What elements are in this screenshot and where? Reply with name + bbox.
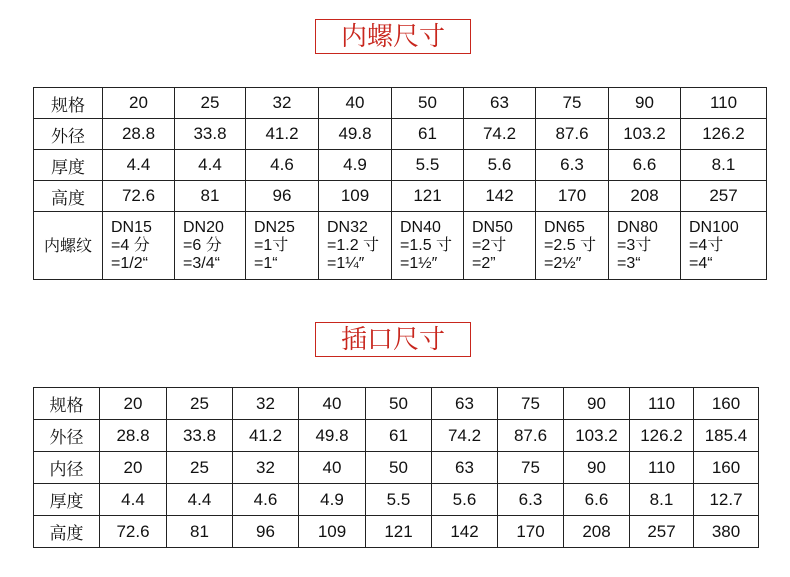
table-cell: 4.4 <box>100 484 167 516</box>
table-cell: 25 <box>167 388 233 420</box>
table-cell: 257 <box>630 516 694 548</box>
table-cell: 8.1 <box>630 484 694 516</box>
thread-line: DN50 <box>472 218 513 236</box>
spec-row <box>34 388 759 420</box>
table-cell: 121 <box>392 181 464 212</box>
height-row <box>34 181 767 212</box>
table-cell: 257 <box>681 181 767 212</box>
table-cell: 8.1 <box>681 150 767 181</box>
row-label: 外径 <box>34 119 103 150</box>
row-label: 外径 <box>34 420 100 452</box>
thread-line: =1.5 寸 <box>400 236 453 254</box>
table-cell: 63 <box>432 452 498 484</box>
internal-thread-row <box>34 212 767 280</box>
table-cell: 5.6 <box>464 150 536 181</box>
table-cell: 6.6 <box>609 150 681 181</box>
table-cell: 20 <box>103 88 175 119</box>
table-cell: 72.6 <box>100 516 167 548</box>
table-cell: 110 <box>630 388 694 420</box>
table-cell: 4.4 <box>175 150 246 181</box>
spec-row <box>34 88 767 119</box>
section-title-threaded: 内螺尺寸 <box>315 19 471 54</box>
section-title-socket: 插口尺寸 <box>315 322 471 357</box>
table-cell: 90 <box>564 452 630 484</box>
thread-line: =3寸 <box>617 236 652 254</box>
thread-cell <box>103 212 175 280</box>
table-cell: 4.9 <box>299 484 366 516</box>
thread-line: =4“ <box>689 254 713 272</box>
table-cell: 49.8 <box>319 119 392 150</box>
table-cell: 61 <box>366 420 432 452</box>
thread-line: =1.2 寸 <box>327 236 380 254</box>
table-cell: 103.2 <box>564 420 630 452</box>
table-cell: 6.3 <box>536 150 609 181</box>
table-cell: 4.4 <box>167 484 233 516</box>
table-cell: 72.6 <box>103 181 175 212</box>
table-cell: 81 <box>175 181 246 212</box>
table-cell: 20 <box>100 452 167 484</box>
table-cell: 96 <box>246 181 319 212</box>
table-cell: 40 <box>299 388 366 420</box>
table-cell: 32 <box>233 388 299 420</box>
table-cell: 110 <box>681 88 767 119</box>
row-label: 内径 <box>34 452 100 484</box>
table-cell: 41.2 <box>246 119 319 150</box>
thread-cell <box>392 212 464 280</box>
thread-cell <box>175 212 246 280</box>
table-cell: 61 <box>392 119 464 150</box>
socket-size-table <box>33 387 759 548</box>
table-cell: 96 <box>233 516 299 548</box>
row-label: 厚度 <box>34 484 100 516</box>
table-cell: 142 <box>464 181 536 212</box>
table-cell: 25 <box>175 88 246 119</box>
table-cell: 81 <box>167 516 233 548</box>
height-row <box>34 516 759 548</box>
thread-cell <box>464 212 536 280</box>
table-cell: 185.4 <box>694 420 759 452</box>
table-cell: 109 <box>319 181 392 212</box>
thread-line: DN100 <box>689 218 739 236</box>
thread-line: =3“ <box>617 254 641 272</box>
inner-diameter-row <box>34 452 759 484</box>
table-cell: 12.7 <box>694 484 759 516</box>
thread-line: DN80 <box>617 218 658 236</box>
table-cell: 4.6 <box>246 150 319 181</box>
table-cell: 5.5 <box>392 150 464 181</box>
thread-line: DN65 <box>544 218 585 236</box>
threaded-size-table <box>33 87 767 280</box>
thread-line: =4寸 <box>689 236 724 254</box>
thread-cell <box>681 212 767 280</box>
thickness-row <box>34 150 767 181</box>
table-cell: 63 <box>432 388 498 420</box>
table-cell: 75 <box>536 88 609 119</box>
table-cell: 87.6 <box>536 119 609 150</box>
table-cell: 49.8 <box>299 420 366 452</box>
table-cell: 4.6 <box>233 484 299 516</box>
thread-line: =3/4“ <box>183 254 220 272</box>
table-cell: 4.9 <box>319 150 392 181</box>
thread-line: DN32 <box>327 218 368 236</box>
table-cell: 5.5 <box>366 484 432 516</box>
thread-cell <box>609 212 681 280</box>
table-cell: 90 <box>609 88 681 119</box>
row-label: 厚度 <box>34 150 103 181</box>
thread-line: =1¼″ <box>327 254 365 272</box>
table-cell: 32 <box>246 88 319 119</box>
thread-line: =4 分 <box>111 236 150 254</box>
row-label: 高度 <box>34 181 103 212</box>
table-cell: 103.2 <box>609 119 681 150</box>
table-cell: 74.2 <box>432 420 498 452</box>
table-cell: 6.3 <box>498 484 564 516</box>
table-cell: 33.8 <box>167 420 233 452</box>
thread-line: =2½″ <box>544 254 582 272</box>
table-cell: 380 <box>694 516 759 548</box>
thread-line: =2寸 <box>472 236 507 254</box>
table-cell: 28.8 <box>103 119 175 150</box>
table-cell: 50 <box>392 88 464 119</box>
table-cell: 5.6 <box>432 484 498 516</box>
table-cell: 20 <box>100 388 167 420</box>
outer-diameter-row <box>34 119 767 150</box>
table-cell: 109 <box>299 516 366 548</box>
table-cell: 142 <box>432 516 498 548</box>
table-cell: 75 <box>498 452 564 484</box>
table-cell: 32 <box>233 452 299 484</box>
thread-cell <box>536 212 609 280</box>
table-cell: 126.2 <box>630 420 694 452</box>
thickness-row <box>34 484 759 516</box>
thread-line: =2.5 寸 <box>544 236 597 254</box>
table-cell: 28.8 <box>100 420 167 452</box>
thread-line: =1寸 <box>254 236 289 254</box>
table-cell: 121 <box>366 516 432 548</box>
table-cell: 50 <box>366 452 432 484</box>
table-cell: 63 <box>464 88 536 119</box>
table-cell: 90 <box>564 388 630 420</box>
table-cell: 126.2 <box>681 119 767 150</box>
table-cell: 160 <box>694 388 759 420</box>
row-label: 规格 <box>34 388 100 420</box>
table-cell: 208 <box>564 516 630 548</box>
table-cell: 75 <box>498 388 564 420</box>
table-cell: 41.2 <box>233 420 299 452</box>
table-cell: 170 <box>498 516 564 548</box>
thread-cell <box>246 212 319 280</box>
table-cell: 170 <box>536 181 609 212</box>
thread-line: =1½″ <box>400 254 438 272</box>
table-cell: 160 <box>694 452 759 484</box>
thread-line: =1“ <box>254 254 278 272</box>
table-cell: 40 <box>299 452 366 484</box>
table-cell: 40 <box>319 88 392 119</box>
thread-line: DN15 <box>111 218 152 236</box>
row-label: 内螺纹 <box>34 212 103 280</box>
table-cell: 50 <box>366 388 432 420</box>
table-cell: 4.4 <box>103 150 175 181</box>
thread-line: DN40 <box>400 218 441 236</box>
thread-line: DN20 <box>183 218 224 236</box>
table-cell: 25 <box>167 452 233 484</box>
thread-line: =6 分 <box>183 236 222 254</box>
outer-diameter-row <box>34 420 759 452</box>
row-label: 高度 <box>34 516 100 548</box>
table-cell: 110 <box>630 452 694 484</box>
thread-cell <box>319 212 392 280</box>
table-cell: 87.6 <box>498 420 564 452</box>
table-cell: 208 <box>609 181 681 212</box>
thread-line: =1/2“ <box>111 254 148 272</box>
table-cell: 6.6 <box>564 484 630 516</box>
thread-line: DN25 <box>254 218 295 236</box>
table-cell: 74.2 <box>464 119 536 150</box>
thread-line: =2” <box>472 254 496 272</box>
table-cell: 33.8 <box>175 119 246 150</box>
row-label: 规格 <box>34 88 103 119</box>
